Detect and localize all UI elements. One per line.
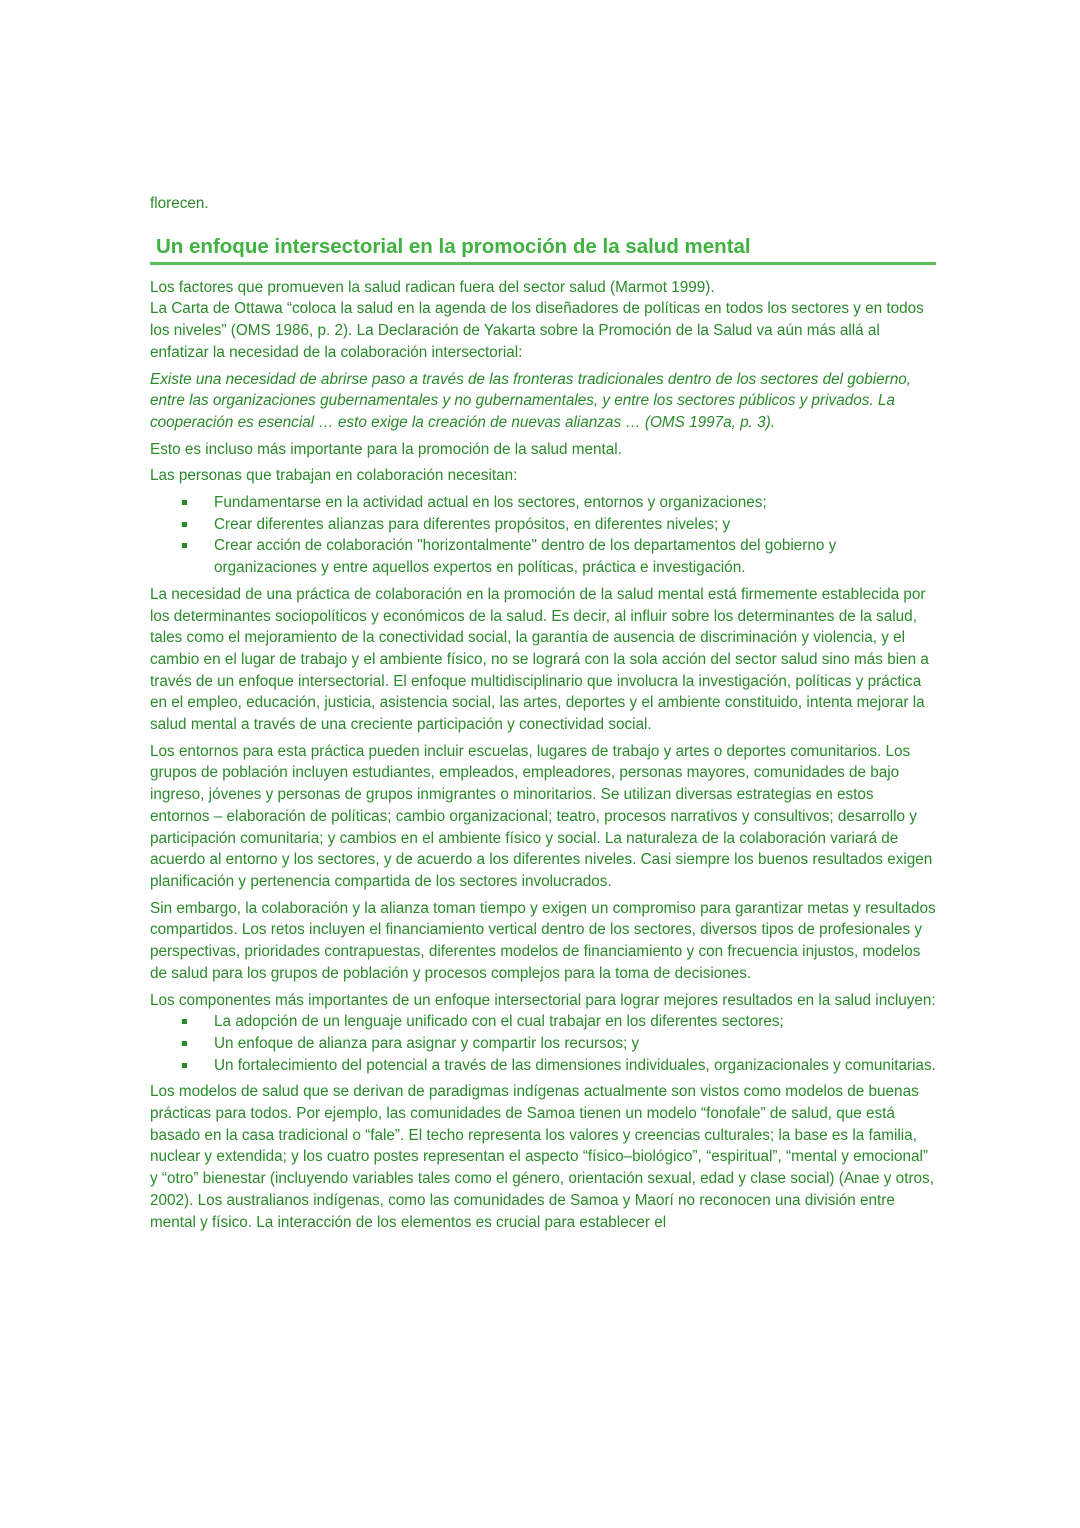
list-item [150, 1011, 936, 1033]
list-item-text: Crear acción de colaboración "horizontalmente" dentro de los departamentos del gobierno y organizaciones y entre aquellos expertos en políticas, práctica e investigación. [214, 537, 837, 577]
list-item-text: Un fortalecimiento del potencial a través de las dimensiones individuales, organizacionales y comunitarias. [214, 1056, 936, 1074]
paragraph-mental-health: Esto es incluso más importante para la promoción de la salud mental. [150, 440, 622, 458]
collaboration-list [150, 492, 936, 579]
list-item-text: Crear diferentes alianzas para diferentes propósitos, en diferentes niveles; y [214, 515, 731, 533]
list-item [150, 1055, 936, 1077]
bullet-icon [182, 522, 187, 527]
list-item-text: Fundamentarse en la actividad actual en los sectores, entornos y organizaciones; [214, 494, 767, 512]
section-heading: Un enfoque intersectorial en la promoción de la salud mental [156, 234, 751, 258]
paragraph-indigenous-models: Los modelos de salud que se derivan de paradigmas indígenas actualmente son vistos como modelos de buenas prácticas para todos. Por ejemplo, las comunidades de Samoa tienen un modelo “fonofale” de salud, que está basado en la casa tradicional o “fale”. El techo representa los valores y creencias culturales; la base es la familia, nuclear y extendida; y los cuatro postes representan el aspecto “físico–biológico”, “espiritual”, “mental y emocional” y “otro” bienestar (incluyendo variables tales como el género, orientación sexual, edad y clase social) (Anae y otros, 2002). Los australianos indígenas, como las comunidades de Samoa y Maorí no reconocen una división entre mental y físico. La interacción de los elementos es crucial para establecer el [150, 1083, 934, 1231]
bullet-icon [182, 1063, 187, 1068]
components-list [150, 1011, 936, 1076]
intro-fragment: florecen. [150, 195, 209, 212]
list-item [150, 535, 936, 578]
list-item-text: Un enfoque de alianza para asignar y compartir los recursos; y [214, 1034, 640, 1052]
list-item-text: La adopción de un lenguaje unificado con el cual trabajar en los diferentes sectores; [214, 1013, 784, 1031]
section-heading-block [150, 233, 936, 265]
quote-jakarta: Existe una necesidad de abrirse paso a través de las fronteras tradicionales dentro de los sectores del gobierno, entre las organizaciones gubernamentales y no gubernamentales, y entre los sectores públicos y privados. La cooperación es esencial … esto exige la creación de nuevas alianzas … (OMS 1997a, p. 3). [150, 370, 912, 431]
document-page [150, 193, 936, 1238]
paragraph-components-intro: Los componentes más importantes de un enfoque intersectorial para lograr mejores resultados en la salud incluyen: [150, 991, 936, 1009]
list-item [150, 1033, 936, 1055]
paragraph-settings: Los entornos para esta práctica pueden incluir escuelas, lugares de trabajo y artes o deportes comunitarios. Los grupos de población incluyen estudiantes, empleados, empleadores, personas mayores, comunidades de bajo ingreso, jóvenes y personas de grupos inmigrantes o minoritarios. Se utilizan diversas estrategias en estos entornos – elaboración de políticas; cambio organizacional; teatro, procesos narrativos y consultivos; desarrollo y participación comunitaria; y cambios en el ambiente físico y social. La naturaleza de la colaboración variará de acuerdo al entorno y los sectores, y de acuerdo a los diferentes niveles. Casi siempre los buenos resultados exigen planificación y pertenencia compartida de los sectores involucrados. [150, 742, 933, 890]
paragraph-factors: Los factores que promueven la salud radican fuera del sector salud (Marmot 1999). [150, 278, 715, 296]
list-item [150, 492, 936, 514]
paragraph-ottawa: La Carta de Ottawa “coloca la salud en la agenda de los diseñadores de políticas en todos los sectores y en todos los niveles” (OMS 1986, p. 2). La Declaración de Yakarta sobre la Promoción de la Salud va aún más allá al enfatizar la necesidad de la colaboración intersectorial: [150, 300, 924, 361]
bullet-icon [182, 1041, 187, 1046]
paragraph-collaboration-intro: Las personas que trabajan en colaboración necesitan: [150, 467, 518, 485]
bullet-icon [182, 500, 187, 505]
bullet-icon [182, 543, 187, 548]
paragraph-need: La necesidad de una práctica de colaboración en la promoción de la salud mental está firmemente establecida por los determinantes sociopolíticos y económicos de la salud. Es decir, al influir sobre los determinantes de la salud, tales como el mejoramiento de la conectividad social, la garantía de ausencia de discriminación y violencia, y el cambio en el lugar de trabajo y el ambiente físico, no se logrará con la sola acción del sector salud sino más bien a través de un enfoque intersectorial. El enfoque multidisciplinario que involucra la investigación, políticas y práctica en el empleo, educación, justicia, asistencia social, las artes, deportes y el ambiente constituido, intenta mejorar la salud mental a través de una creciente participación y conectividad social. [150, 585, 929, 734]
list-item [150, 514, 936, 536]
bullet-icon [182, 1019, 187, 1024]
paragraph-challenges: Sin embargo, la colaboración y la alianza toman tiempo y exigen un compromiso para garantizar metas y resultados compartidos. Los retos incluyen el financiamiento vertical dentro de los sectores, diversos tipos de profesionales y perspectivas, prioridades contrapuestas, diferentes modelos de financiamiento y con frecuencia injustos, modelos de salud para los grupos de población y procesos complejos para la toma de decisiones. [150, 899, 936, 982]
